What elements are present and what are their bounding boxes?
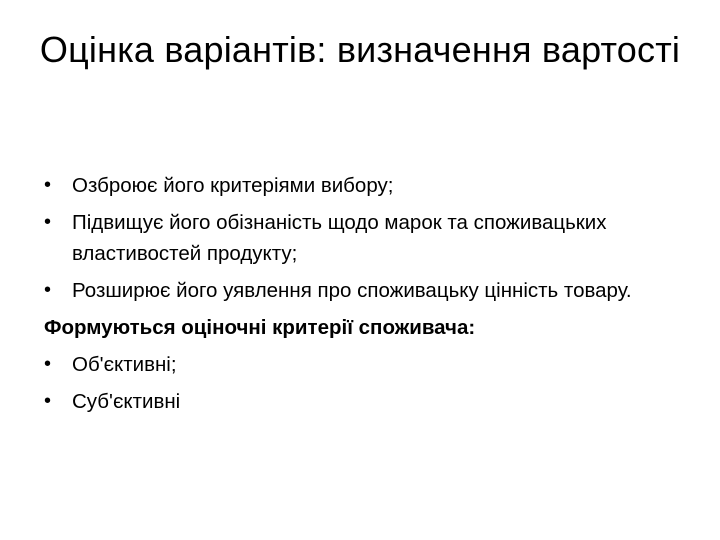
bullet-text: Розширює його уявлення про споживацьку цінність товару. xyxy=(72,279,632,302)
bullet-item xyxy=(44,170,684,201)
bullet-text: Підвищує його обізнаність щодо марок та споживацьких властивостей продукту; xyxy=(72,211,607,265)
bullet-item xyxy=(44,275,684,306)
criteria-heading: Формуються оціночні критерії споживача: xyxy=(44,316,476,339)
bullet-icon: • xyxy=(44,174,52,196)
bullet-item xyxy=(44,349,684,380)
bullet-text: Об'єктивні; xyxy=(72,353,177,376)
bullet-text: Озброює його критеріями вибору; xyxy=(72,174,394,197)
bullet-icon: • xyxy=(44,353,52,375)
slide-content xyxy=(44,170,684,423)
bullet-icon: • xyxy=(44,211,52,233)
bullet-item xyxy=(44,207,684,269)
bullet-text: Суб'єктивні xyxy=(72,390,181,413)
bullet-item xyxy=(44,386,684,417)
slide-title: Оцінка варіантів: визначення вартості xyxy=(39,29,681,70)
bullet-icon: • xyxy=(44,279,52,301)
bullet-icon: • xyxy=(44,390,52,412)
